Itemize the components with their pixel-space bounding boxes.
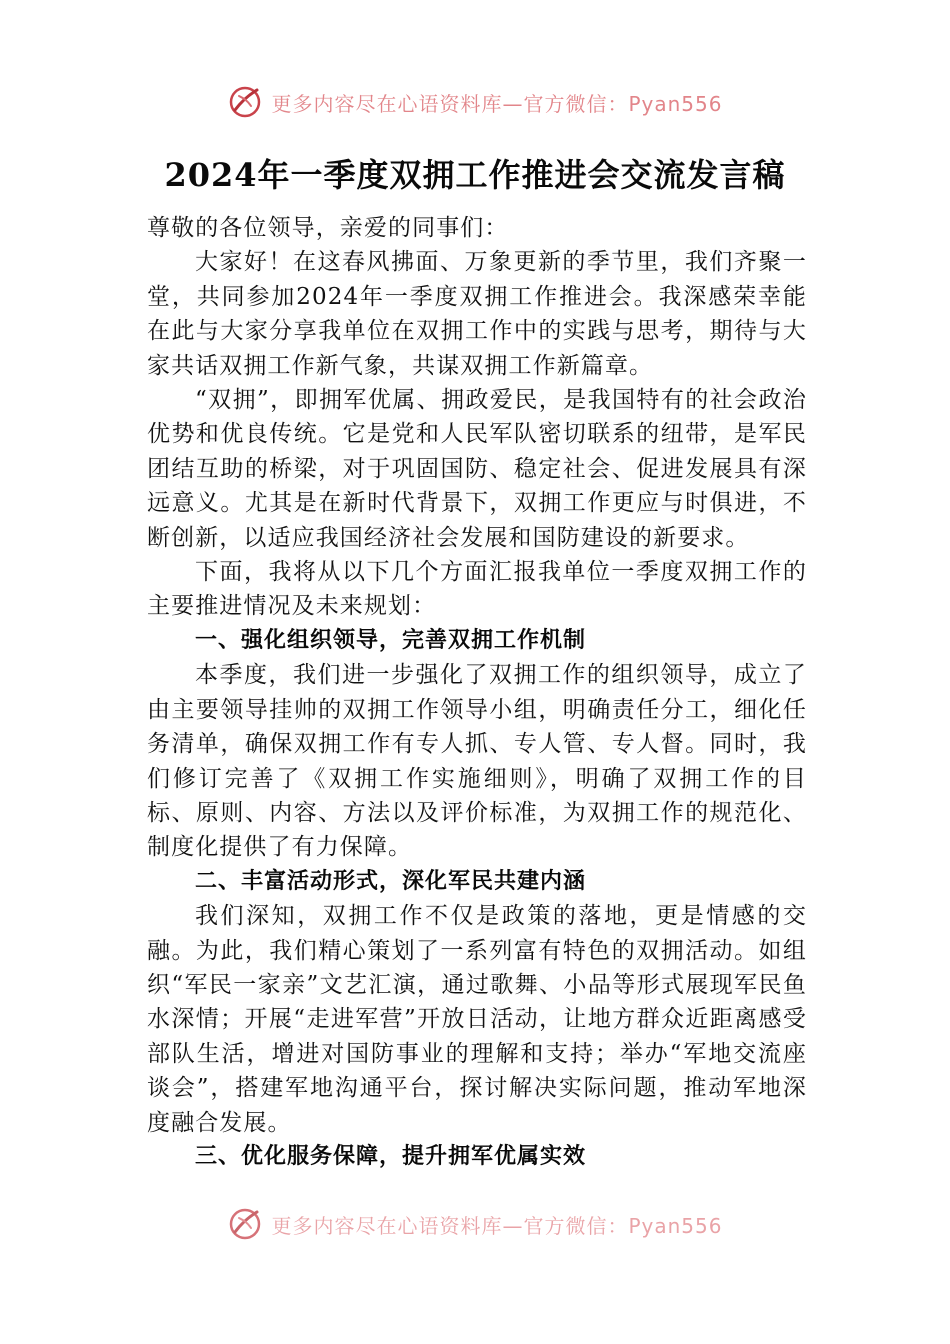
section-heading: 二、丰富活动形式，深化军民共建内涵 <box>195 868 587 894</box>
brush-logo-icon <box>227 84 263 120</box>
document-title: 2024年一季度双拥工作推进会交流发言稿 <box>164 156 786 194</box>
section-paragraph: 我们深知，双拥工作不仅是政策的落地，更是情感的交融。为此，我们精心策划了一系列富有特色的双拥活动。如组织“军民一家亲”文艺汇演，通过歌舞、小品等形式展现军民鱼水深情；开展“走进军营”开放日活动，让地方群众近距离感受部队生活，增进对国防事业的理解和支持；举办“军地交流座谈会”，搭建军地沟通平台，探讨解决实际问题，推动军地深度融合发展。 <box>147 903 807 1136</box>
paragraph: “双拥”，即拥军优属、拥政爱民，是我国特有的社会政治优势和优良传统。它是党和人民军队密切联系的纽带，是军民团结互助的桥梁，对于巩固国防、稳定社会、促进发展具有深远意义。尤其是在新时代背景下，双拥工作更应与时俱进，不断创新，以适应我国经济社会发展和国防建设的新要求。 <box>147 387 807 551</box>
paragraph: 下面，我将从以下几个方面汇报我单位一季度双拥工作的主要推进情况及未来规划： <box>147 559 807 620</box>
watermark-footer <box>0 1204 950 1244</box>
section-paragraph: 本季度，我们进一步强化了双拥工作的组织领导，成立了由主要领导挂帅的双拥工作领导小组，明确责任分工，细化任务清单，确保双拥工作有专人抓、专人管、专人督。同时，我们修订完善了《双拥工作实施细则》，明确了双拥工作的目标、原则、内容、方法以及评价标准，为双拥工作的规范化、制度化提供了有力保障。 <box>147 662 807 861</box>
document-body <box>147 211 807 1174</box>
paragraph: 大家好！在这春风拂面、万象更新的季节里，我们齐聚一堂，共同参加2024年一季度双拥工作推进会。我深感荣幸能在此与大家分享我单位在双拥工作中的实践与思考，期待与大家共话双拥工作新气象，共谋双拥工作新篇章。 <box>147 249 807 379</box>
watermark-text: 更多内容尽在心语资料库—官方微信：Pyan556 <box>271 1213 723 1238</box>
watermark-text: 更多内容尽在心语资料库—官方微信：Pyan556 <box>271 91 723 116</box>
brush-logo-icon <box>227 1206 263 1242</box>
section-heading: 三、优化服务保障，提升拥军优属实效 <box>195 1143 587 1169</box>
section-heading: 一、强化组织领导，完善双拥工作机制 <box>195 627 587 653</box>
salutation: 尊敬的各位领导，亲爱的同事们： <box>147 215 509 241</box>
watermark-header <box>0 82 950 122</box>
